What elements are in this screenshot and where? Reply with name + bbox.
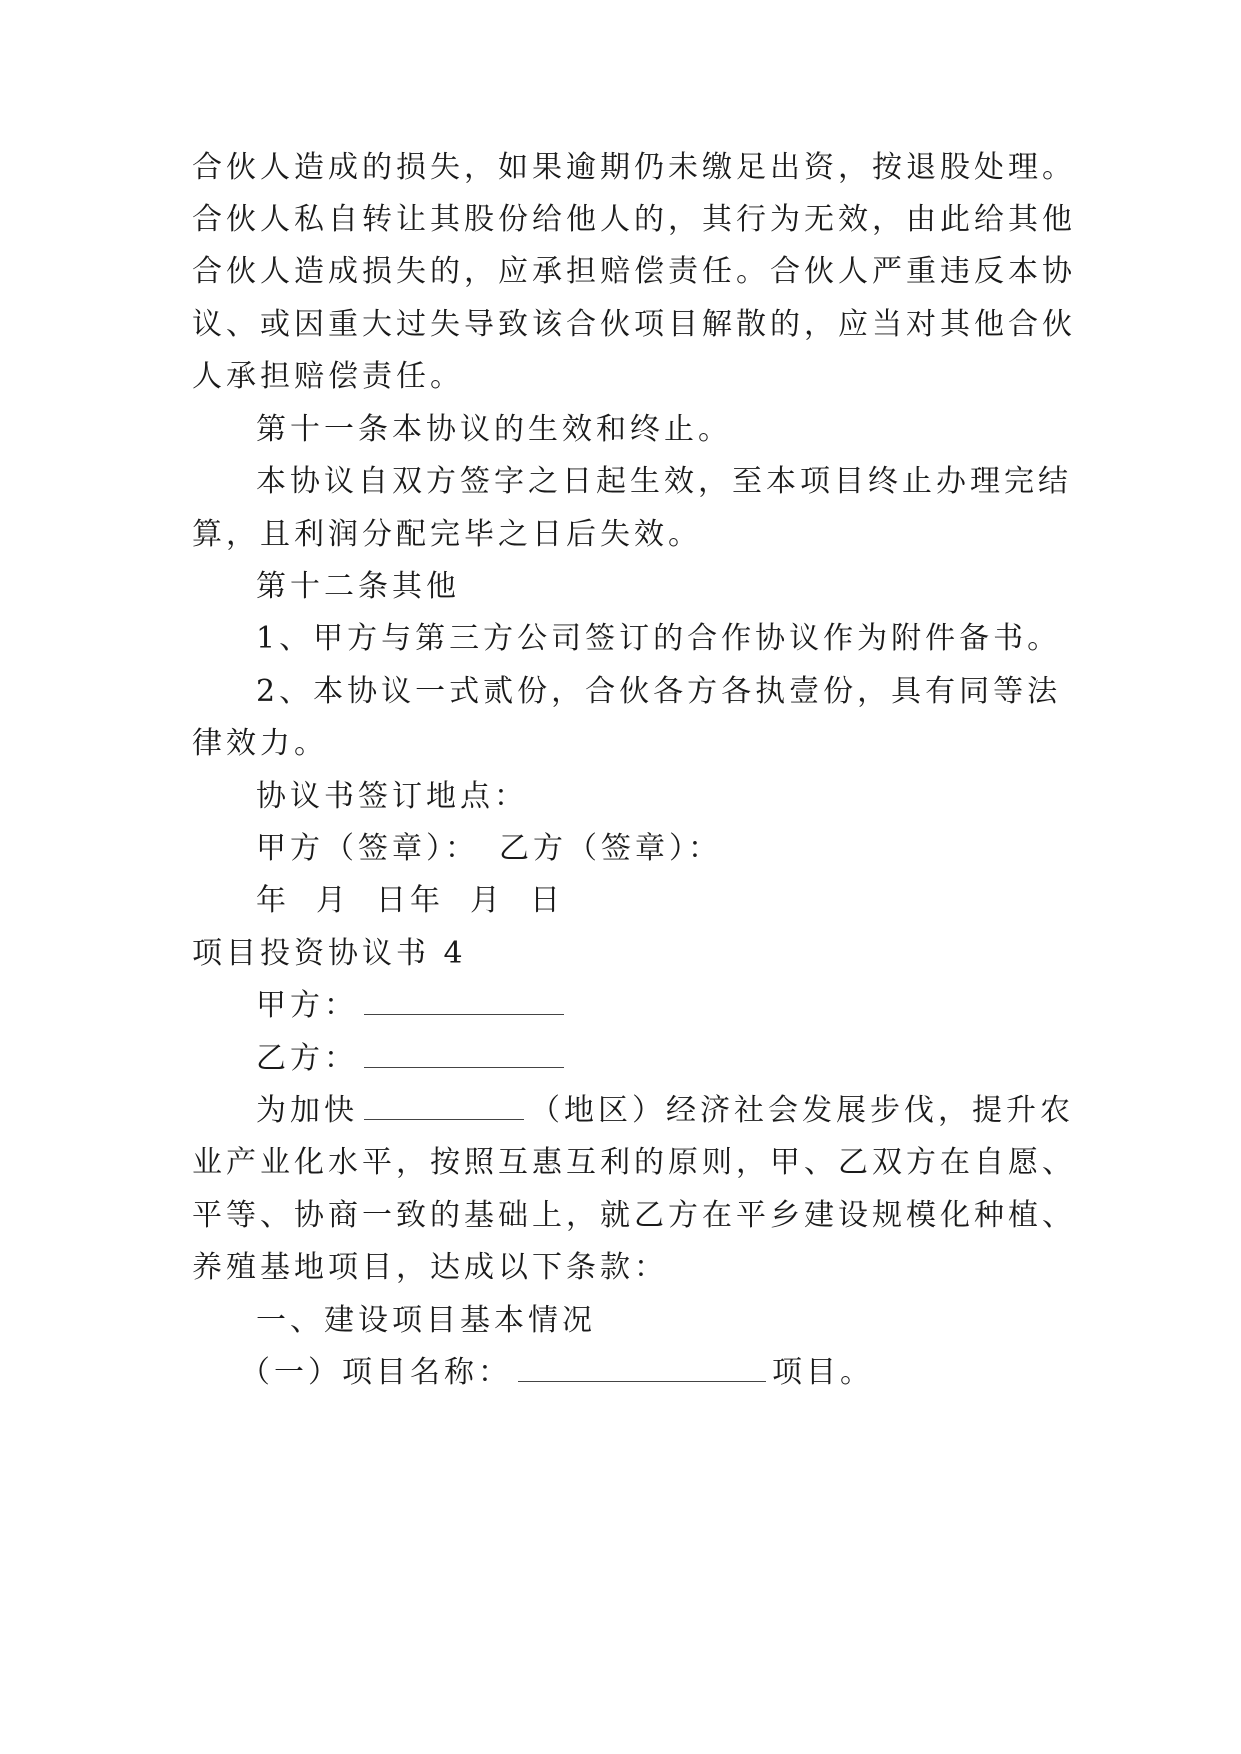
date-day-b: 日 (530, 883, 564, 918)
article11-line1: 本协议自双方签字之日起生效，至本项目终止办理完结 (256, 464, 1072, 499)
date-month-a: 月 (316, 883, 350, 918)
item1-row (240, 1353, 874, 1393)
intro-line4: 养殖基地项目，达成以下条款： (192, 1250, 668, 1285)
article12-item2-line1: 2、本协议一式贰份，合伙各方各执壹份，具有同等法 (256, 674, 1062, 709)
item1-suffix: 项目。 (772, 1355, 874, 1390)
section4-title: 项目投资协议书 4 (192, 936, 467, 971)
item1-label: （一）项目名称： (240, 1355, 512, 1390)
signing-parties-row (256, 829, 722, 869)
article12-heading: 第十二条其他 (256, 569, 460, 604)
article11-heading: 第十一条本协议的生效和终止。 (256, 412, 732, 447)
para1-line1: 合伙人造成的损失，如果逾期仍未缴足出资，按退股处理。 (192, 150, 1076, 185)
date-day-year: 日年 (376, 883, 444, 918)
party-b-sign-label: 乙方（签章）： (499, 831, 722, 866)
signing-place: 协议书签订地点： (256, 779, 528, 814)
date-month-b: 月 (470, 883, 504, 918)
part1-heading: 一、建设项目基本情况 (256, 1303, 596, 1338)
para1-line4: 议、或因重大过失导致该合伙项目解散的，应当对其他合伙 (192, 307, 1076, 342)
party-a-blank (364, 988, 564, 1015)
party-a-sign-label: 甲方（签章）： (256, 831, 479, 866)
intro-prefix: 为加快 (256, 1093, 358, 1128)
para1-line3: 合伙人造成损失的，应承担赔偿责任。合伙人严重违反本协 (192, 254, 1076, 289)
date-year-a: 年 (256, 883, 290, 918)
party-b-label: 乙方： (256, 1041, 358, 1076)
intro-line3: 平等、协商一致的基础上，就乙方在平乡建设规模化种植、 (192, 1198, 1076, 1233)
para1-line5: 人承担赔偿责任。 (192, 359, 464, 394)
para1-line2: 合伙人私自转让其股份给他人的，其行为无效，由此给其他 (192, 202, 1076, 237)
party-a-row (256, 986, 570, 1026)
signing-date-row (256, 881, 564, 921)
region-blank (364, 1093, 524, 1120)
intro-line1 (256, 1091, 1074, 1131)
article12-item2-line2: 律效力。 (192, 726, 328, 761)
article12-item1: 1、甲方与第三方公司签订的合作协议作为附件备书。 (256, 621, 1062, 656)
party-b-blank (364, 1041, 564, 1068)
party-b-row (256, 1039, 570, 1079)
article11-line2: 算，且利润分配完毕之日后失效。 (192, 517, 702, 552)
intro-suffix: （地区）经济社会发展步伐，提升农 (530, 1093, 1074, 1128)
intro-line2: 业产业化水平，按照互惠互利的原则，甲、乙双方在自愿、 (192, 1145, 1076, 1180)
project-name-blank (518, 1355, 766, 1382)
party-a-label: 甲方： (256, 988, 358, 1023)
